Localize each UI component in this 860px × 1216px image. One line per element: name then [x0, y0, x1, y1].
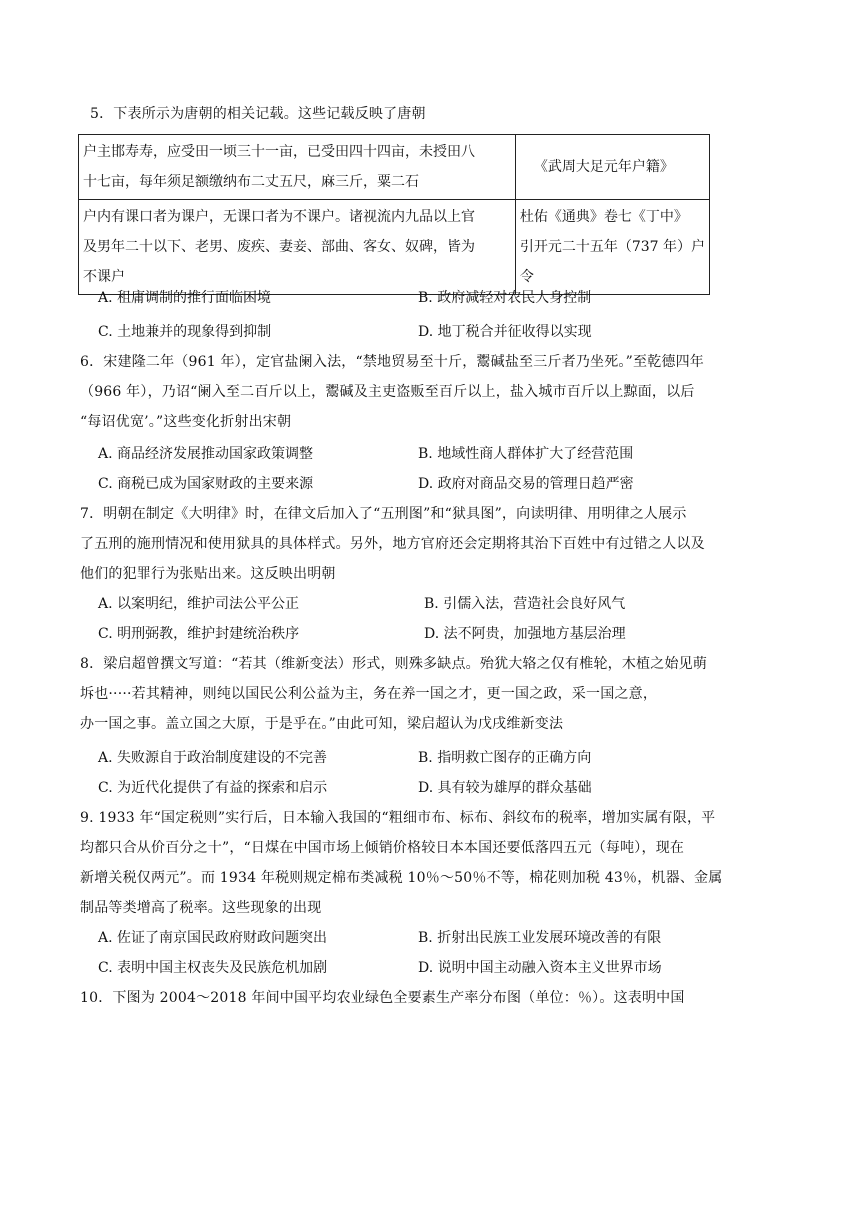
cell-text-line: 户内有课口者为课户，无课口者为不课户。诸视流内九品以上官 [83, 209, 475, 225]
cell-text-line: 不课户 [83, 269, 125, 285]
q7-option-d: D. 法不阿贵，加强地方基层治理 [424, 626, 626, 642]
q7-line: 他们的犯罪行为张贴出来。这反映出明朝 [80, 566, 336, 582]
cell-source-line: 《武周大足元年户籍》 [533, 159, 674, 175]
q8-option-a: A. 失败源自于政治制度建设的不完善 [98, 750, 328, 766]
cell-text-line: 及男年二十以下、老男、废疾、妻妾、部曲、客女、奴碑，皆为 [83, 239, 475, 255]
q7-line: 了五刑的施刑情况和使用狱具的具体样式。另外，地方官府还会定期将其治下百姓中有过错之人以及 [80, 536, 705, 552]
cell-source-line: 杜佑《通典》卷七《丁中》 [519, 209, 688, 225]
table-row [79, 200, 710, 295]
table-cell-text [79, 135, 516, 200]
table-cell-source [515, 135, 709, 200]
table-row [79, 135, 710, 200]
cell-text-line: 十七亩，每年须足额缴纳布二丈五尺，麻三斤，粟二石 [83, 174, 419, 190]
q8-option-b: B. 指明救亡图存的正确方向 [418, 750, 592, 766]
q5-option-b: B. 政府减轻对农民人身控制 [418, 290, 592, 306]
q9-line: 均都只合从价百分之十”，“日煤在中国市场上倾销价格较日本本国还要低落四五元（每吨），现在 [80, 840, 685, 856]
q6-line: “每诏优宽’。”这些变化折射出宋朝 [80, 414, 292, 430]
q7-option-a: A. 以案明纪，维护司法公平公正 [98, 596, 300, 612]
q5-option-c: C. 土地兼并的现象得到抑制 [98, 324, 272, 340]
cell-text-line: 户主邯寿寿，应受田一顷三十一亩，已受田四十四亩，未授田八 [83, 144, 475, 160]
q8-line: 办一国之事。盖立国之大原，于是乎在。”由此可知，梁启超认为戊戌维新变法 [80, 716, 564, 732]
q9-option-a: A. 佐证了南京国民政府财政问题突出 [98, 930, 328, 946]
q6-line: （966 年），乃诏“阑入至二百斤以上，鬻碱及主吏盗贩至百斤以上，盐入城市百斤以上黥面，以后 [80, 384, 695, 400]
q6-option-d: D. 政府对商品交易的管理日趋严密 [418, 476, 634, 492]
q6-option-c: C. 商税已成为国家财政的主要来源 [98, 476, 314, 492]
q10-stem: 10．下图为 2004～2018 年间中国平均农业绿色全要素生产率分布图（单位：％）。这表明中国 [80, 990, 685, 1006]
cell-source-line: 令 [519, 269, 534, 285]
q6-option-a: A. 商品经济发展推动国家政策调整 [98, 446, 314, 462]
q5-option-a: A. 租庸调制的推行面临困境 [98, 290, 272, 306]
q9-option-c: C. 表明中国主权丧失及民族危机加剧 [98, 960, 328, 976]
q8-line: 坼也·····若其精神，则纯以国民公利公益为主，务在养一国之才，更一国之政，采一国之意， [80, 686, 658, 702]
q9-option-b: B. 折射出民族工业发展环境改善的有限 [418, 930, 662, 946]
q5-record-table [78, 134, 710, 295]
q8-line: 8．梁启超曾撰文写道：“若其（维新变法）形式，则殊多缺点。殆犹大辂之仅有椎轮，木植之始见萌 [80, 656, 708, 672]
q8-option-c: C. 为近代化提供了有益的探索和启示 [98, 780, 328, 796]
q7-line: 7．明朝在制定《大明律》时，在律文后加入了“五刑图”和“狱具图”，向读明律、用明律之人展示 [80, 506, 687, 522]
table-cell-source [515, 200, 709, 295]
q5-stem: 5．下表所示为唐朝的相关记载。这些记载反映了唐朝 [90, 106, 426, 122]
q5-option-d: D. 地丁税合并征收得以实现 [418, 324, 592, 340]
table-cell-text [79, 200, 516, 295]
q8-option-d: D. 具有较为雄厚的群众基础 [418, 780, 592, 796]
q9-line: 9. 1933 年“国定税则”实行后，日本输入我国的“粗细市布、标布、斜纹布的税率，增加实属有限，平 [80, 810, 716, 826]
q7-option-c: C. 明刑弼教，维护封建统治秩序 [98, 626, 300, 642]
q6-option-b: B. 地域性商人群体扩大了经营范围 [418, 446, 634, 462]
q9-line: 新增关税仅两元”。而 1934 年税则规定棉布类减税 10％～50％不等，棉花则加税 43％，机器、金属 [80, 870, 723, 886]
q7-option-b: B. 引儒入法，营造社会良好风气 [424, 596, 626, 612]
q6-line: 6．宋建隆二年（961 年），定官盐阑入法，“禁地贸易至十斤，鬻碱盐至三斤者乃坐死。”至乾德四年 [80, 354, 704, 370]
q9-option-d: D. 说明中国主动融入资本主义世界市场 [418, 960, 662, 976]
q9-line: 制品等类增高了税率。这些现象的出现 [80, 900, 322, 916]
cell-source-line: 引开元二十五年（737 年）户 [519, 239, 705, 255]
